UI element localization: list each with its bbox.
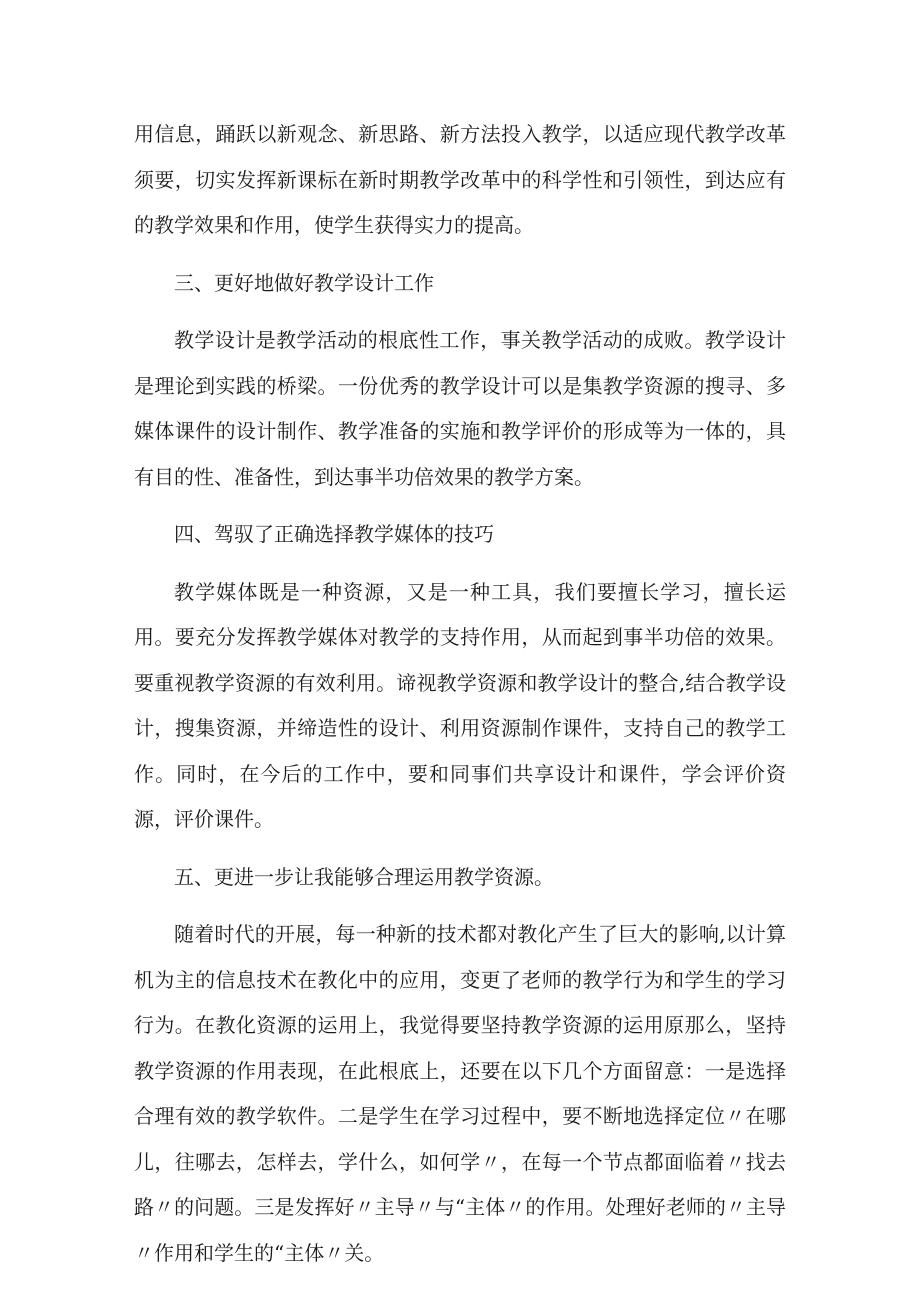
paragraph-teaching-media: 教学媒体既是一种资源，又是一种工具，我们要擅长学习，擅长运用。要充分发挥教学媒体对教学的支持作用，从而起到事半功倍的效果。要重视教学资源的有效利用。谛视教学资源和教学设计的整合,结合教学设计，搜集资源，并缔造性的设计、利用资源制作课件，支持自己的教学工作。同时，在今后的工作中，要和同事们共享设计和课件，学会评价资源，评价课件。	[134, 579, 786, 831]
paragraph-continuation: 用信息，踊跃以新观念、新思路、新方法投入教学，以适应现代教学改革须要，切实发挥新课标在新时期教学改革中的科学性和引领性，到达应有的教学效果和作用，使学生获得实力的提高。	[134, 122, 786, 237]
section-heading-5: 五、更进一步让我能够合理运用教学资源。	[174, 864, 554, 889]
document-body	[134, 112, 786, 1288]
paragraph-teaching-design: 教学设计是教学活动的根底性工作，事关教学活动的成败。教学设计是理论到实践的桥梁。一份优秀的教学设计可以是集教学资源的搜寻、多媒体课件的设计制作、教学准备的实施和教学评价的形成等为一体的，具有目的性、准备性，到达事半功倍效果的教学方案。	[134, 328, 786, 489]
section-heading-4: 四、驾驭了正确选择教学媒体的技巧	[174, 522, 494, 546]
section-heading-3: 三、更好地做好教学设计工作	[174, 270, 434, 295]
paragraph-teaching-resources: 随着时代的开展，每一种新的技术都对教化产生了巨大的影响,以计算机为主的信息技术在教化中的应用，变更了老师的教学行为和学生的学习行为。在教化资源的运用上，我觉得要坚持教学资源的运用原那么，坚持教学资源的作用表现，在此根底上，还要在以下几个方面留意：一是选择合理有效的教学软件。二是学生在学习过程中，要不断地选择定位〃在哪儿，往哪去，怎样去，学什么，如何学〃，在每一个节点都面临着〃找去路〃的问题。三是发挥好〃主导〃与“主体〃的作用。处理好老师的〃主导〃作用和学生的“主体〃关。	[134, 922, 786, 1265]
